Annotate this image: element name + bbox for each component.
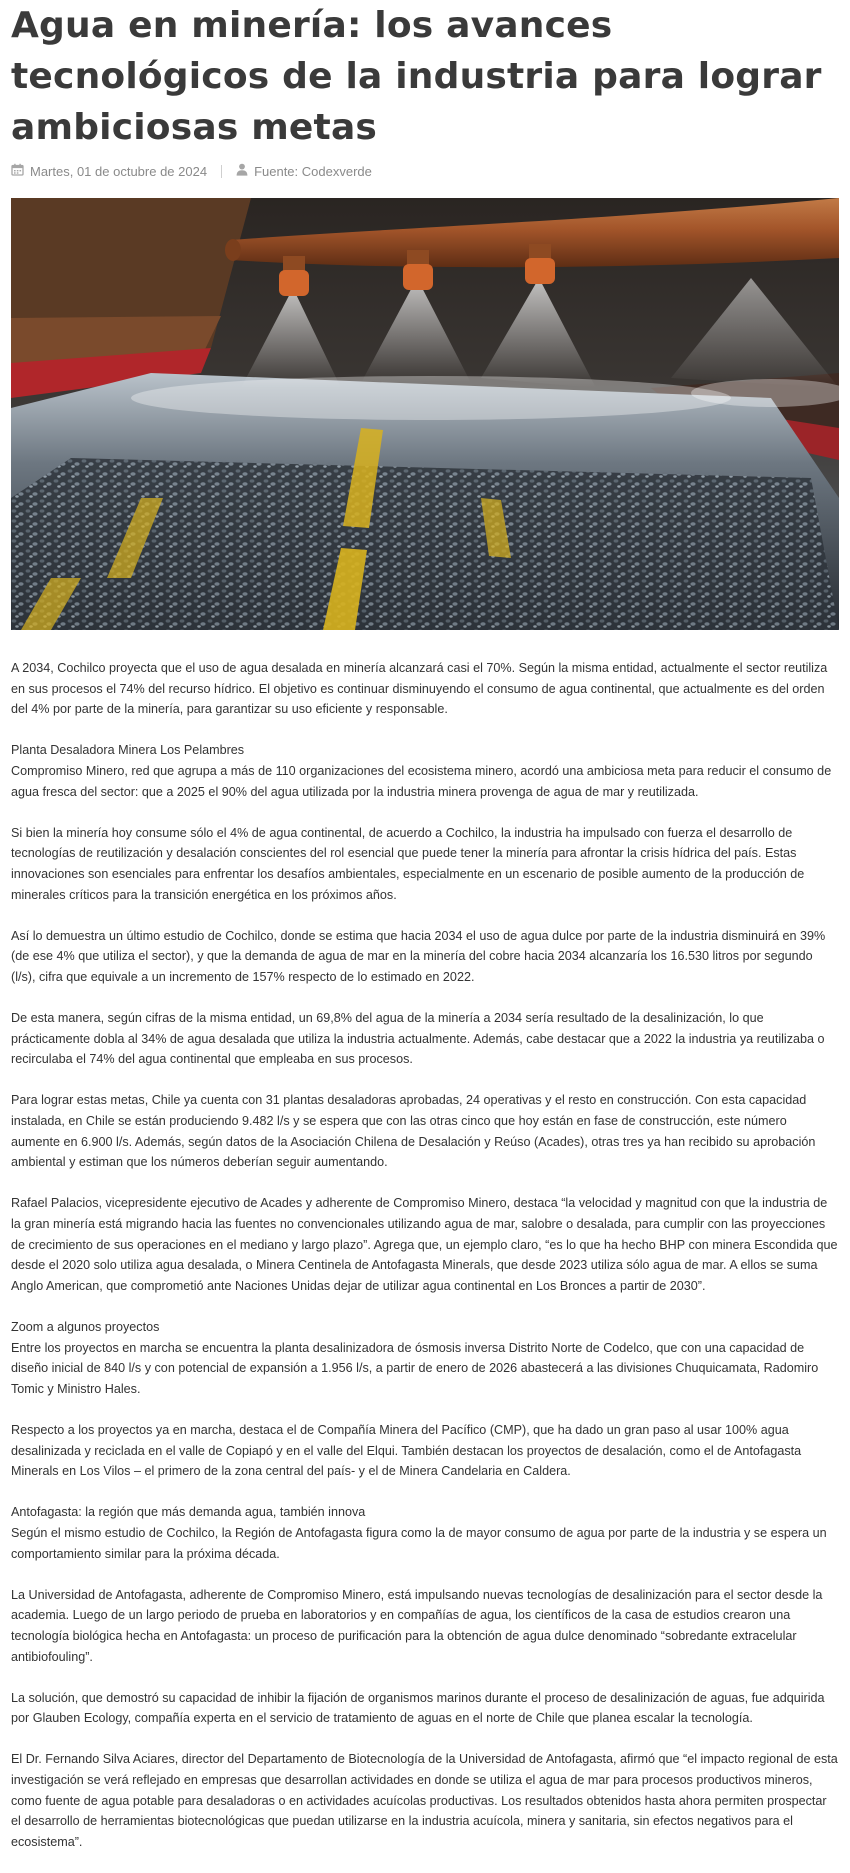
paragraph-text: Entre los proyectos en marcha se encuentra la planta desalinizadora de ósmosis inversa Distrito Norte de Codelco, que con una capacidad de diseño inicial de 840 l/s y con potencial de expansión a 1.956 l/s, a partir de enero de 2026 abastecerá a las divisiones Chuquicamata, Radomiro Tomic y Ministro Hales.: [11, 1340, 819, 1396]
article-paragraph: [11, 1193, 839, 1296]
user-icon: [236, 163, 254, 179]
paragraph-text: Si bien la minería hoy consume sólo el 4% de agua continental, de acuerdo a Cochilco, la industria ha impulsado con fuerza el desarrollo de tecnologías de reutilización y desalación conscientes del rol esencial que puede tener la minería para afrontar la crisis hídrica del país. Estas innovaciones son esenciales para enfrentar los desafíos ambientales, especialmente en un escenario de posible aumento de la producción de minerales críticos para la transición energética en los próximos años.: [11, 825, 805, 902]
section-subheading: Antofagasta: la región que más demanda agua, también innova: [11, 1505, 366, 1520]
paragraph-text: La solución, que demostró su capacidad de inhibir la fijación de organismos marinos durante el proceso de desalinización de aguas, fue adquirida por Glauben Ecology, compañía experta en el servicio de tratamiento de aguas en el norte de Chile que planea escalar la tecnología.: [11, 1690, 825, 1726]
article-title: Agua en minería: los avances tecnológicos de la industria para lograr ambiciosas metas: [11, 5, 822, 148]
article-paragraph: [11, 823, 839, 905]
article-paragraph: [11, 926, 839, 988]
date-meta: [11, 163, 207, 179]
article-paragraph: [11, 1420, 839, 1482]
article-paragraph: [11, 1317, 839, 1399]
article-paragraph: [11, 1502, 839, 1564]
article-body: [11, 658, 839, 1873]
article-source: Fuente: Codexverde: [254, 163, 372, 179]
paragraph-text: El Dr. Fernando Silva Aciares, director del Departamento de Biotecnología de la Universidad de Antofagasta, afirmó que “el impacto regional de esta investigación se verá reflejado en empresas que desarrollan actividades en donde se utiliza el agua de mar para procesos productivos mineros, como fuente de agua potable para desaladoras o en actividades acuícolas productivas. Los resultados obtenidos hasta ahora permiten prospectar el desarrollo de herramientas biotecnológicas que puedan utilizarse en la industria acuícola, minera y sanitaria, sin efectos negativos para el ecosistema”.: [11, 1752, 838, 1849]
article-paragraph: [11, 1749, 839, 1852]
paragraph-text: De esta manera, según cifras de la misma entidad, un 69,8% del agua de la minería a 2034 sería resultado de la desalinización, lo que prácticamente dobla al 34% de agua desalada que utiliza la industria actualmente. Además, cabe destacar que a 2022 la industria ya reutilizaba o recirculaba el 74% del agua continental que empleaba en sus procesos.: [11, 1011, 825, 1067]
article-paragraph: [11, 740, 839, 802]
hero-image: [11, 198, 839, 630]
article-paragraph: [11, 1008, 839, 1070]
paragraph-text: Respecto a los proyectos ya en marcha, destaca el de Compañía Minera del Pacífico (CMP), que ha dado un gran paso al usar 100% agua desalinizada y reciclada en el valle de Copiapó y en el valle del Elqui. También destacan los proyectos de desalación, como el de Antofagasta Minerals en Los Vilos – el primero de la zona central del país- y el de Minera Candelaria en Caldera.: [11, 1422, 802, 1479]
paragraph-text: A 2034, Cochilco proyecta que el uso de agua desalada en minería alcanzará casi el 70%. Según la misma entidad, actualmente el sector reutiliza en sus procesos el 74% del recurso hídrico. El objetivo es continuar disminuyendo el consumo de agua continental, que actualmente es del orden del 4% por parte de la minería, para garantizar su uso eficiente y responsable.: [11, 661, 828, 717]
paragraph-text: Compromiso Minero, red que agrupa a más de 110 organizaciones del ecosistema minero, acordó una ambiciosa meta para reducir el consumo de agua fresca del sector: que a 2025 el 90% del agua utilizada por la industria minera provenga de agua de mar y reutilizada.: [11, 763, 832, 799]
paragraph-text: Rafael Palacios, vicepresidente ejecutivo de Acades y adherente de Compromiso Minero, destaca “la velocidad y magnitud con que la industria de la gran minería está migrando hacia las fuentes no convencionales utilizando agua de mar, salobre o desalada, para cumplir con las proyecciones de crecimiento de sus operaciones en el mediano y largo plazo”. Agrega que, un ejemplo claro, “es lo que ha hecho BHP con minera Escondida que desde el 2020 solo utiliza agua desalada, o Minera Centinela de Antofagasta Minerals, que desde 2023 utiliza sólo agua de mar. A ellos se suma Anglo American, que comprometió ante Naciones Unidas dejar de utilizar agua continental en Los Bronces a partir de 2030”.: [11, 1196, 838, 1293]
paragraph-text: La Universidad de Antofagasta, adherente de Compromiso Minero, está impulsando nuevas tecnologías de desalinización para el sector desde la academia. Luego de un largo periodo de prueba en laboratorios y en compañías de agua, los científicos de la casa de estudios crearon una tecnología biológica hecha en Antofagasta: un proceso de purificación para la obtención de agua dulce denominado “sobredante extracelular antibiofouling”.: [11, 1587, 823, 1664]
article-paragraph: [11, 1688, 839, 1729]
article-paragraph: [11, 1090, 839, 1172]
article-paragraph: [11, 1585, 839, 1667]
article-meta: [11, 160, 372, 182]
section-subheading: Zoom a algunos proyectos: [11, 1320, 160, 1334]
article-paragraph: [11, 658, 839, 720]
section-subheading: Planta Desaladora Minera Los Pelambres: [11, 743, 245, 758]
article-date: Martes, 01 de octubre de 2024: [30, 163, 208, 179]
source-meta: [236, 163, 372, 179]
calendar-icon: [11, 163, 30, 179]
paragraph-text: Así lo demuestra un último estudio de Cochilco, donde se estima que hacia 2034 el uso de agua dulce por parte de la industria disminuirá en 39% (de ese 4% que utiliza el sector), y que la demanda de agua de mar en la minería del cobre hacia 2034 alcanzaría los 16.530 litros por segundo (l/s), cifra que equivale a un incremento de 157% respecto de lo estimado en 2022.: [11, 928, 826, 984]
meta-divider: [221, 165, 222, 178]
paragraph-text: Para lograr estas metas, Chile ya cuenta con 31 plantas desaladoras aprobadas, 24 operativas y el resto en construcción. Con esta capacidad instalada, en Chile se están produciendo 9.482 l/s y se espera que con las otras cinco que hoy están en fase de construcción, este número aumente en 6.900 l/s. Además, según datos de la Asociación Chilena de Desalación y Reúso (Acades), otras tres ya han recibido su aprobación ambiental y estiman que los números deberían seguir aumentando.: [11, 1093, 816, 1170]
paragraph-text: Según el mismo estudio de Cochilco, la Región de Antofagasta figura como la de mayor consumo de agua por parte de la industria y se espera un comportamiento similar para la próxima década.: [11, 1525, 827, 1561]
